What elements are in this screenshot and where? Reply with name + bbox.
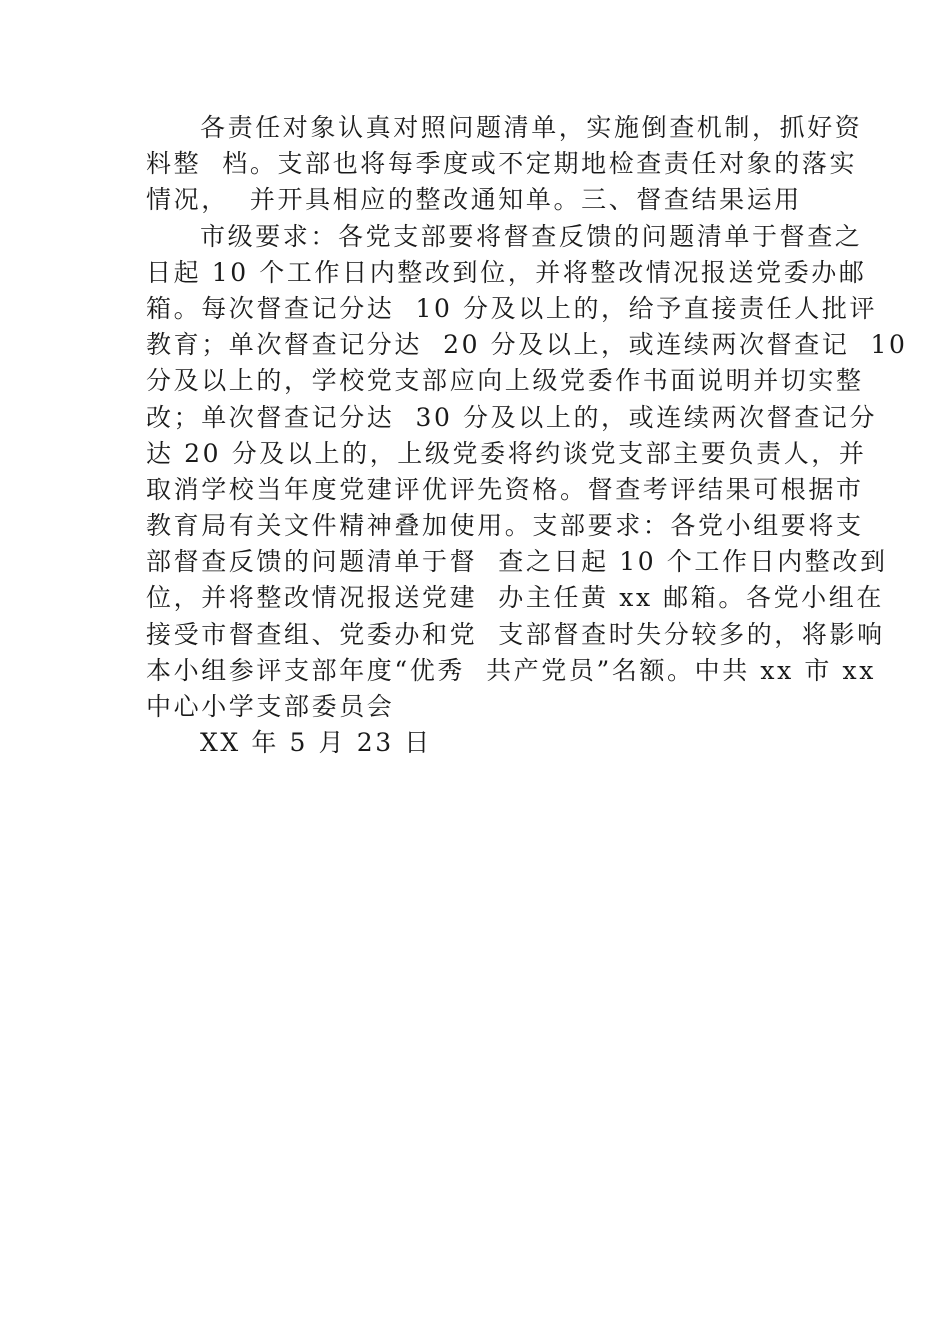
text-line: 接受市督查组、党委办和党 支部督查时失分较多的，将影响 bbox=[146, 619, 885, 649]
text-line: 本小组参评支部年度“优秀 共产党员”名额。中共 xx 市 xx bbox=[146, 655, 876, 685]
text-line: 位，并将整改情况报送党建 办主任黄 xx 邮箱。各党小组在 bbox=[146, 583, 884, 613]
text-line: 取消学校当年度党建评优评先资格。督查考评结果可根据市 bbox=[146, 474, 864, 504]
text-line: 箱。每次督查记分达 10 分及以上的，给予直接责任人批评 bbox=[146, 293, 878, 323]
text-line: 中心小学支部委员会 bbox=[146, 692, 395, 721]
text-line: 改；单次督查记分达 30 分及以上的，或连续两次督查记分 bbox=[146, 402, 878, 432]
text-line: 情况， 并开具相应的整改通知单。三、督查结果运用 bbox=[146, 185, 802, 215]
text-line: 料整 档。支部也将每季度或不定期地检查责任对象的落实 bbox=[146, 149, 858, 179]
text-line: 分及以上的，学校党支部应向上级党委作书面说明并切实整 bbox=[146, 366, 864, 396]
date-line: XX 年 5 月 23 日 bbox=[200, 728, 432, 758]
text-line: 达 20 分及以上的，上级党委将约谈党支部主要负责人，并 bbox=[146, 438, 867, 468]
text-line: 教育；单次督查记分达 20 分及以上，或连续两次督查记 10 bbox=[146, 330, 908, 360]
document-body bbox=[146, 110, 908, 761]
text-line: 日起 10 个工作日内整改到位，并将整改情况报送党委办邮 bbox=[146, 257, 867, 287]
text-line: 各责任对象认真对照问题清单，实施倒查机制，抓好资 bbox=[200, 113, 863, 142]
text-line: 部督查反馈的问题清单于督 查之日起 10 个工作日内整改到 bbox=[146, 547, 888, 577]
text-line: 教育局有关文件精神叠加使用。支部要求：各党小组要将支 bbox=[146, 511, 864, 541]
text-line: 市级要求：各党支部要将督查反馈的问题清单于督查之 bbox=[200, 221, 863, 251]
